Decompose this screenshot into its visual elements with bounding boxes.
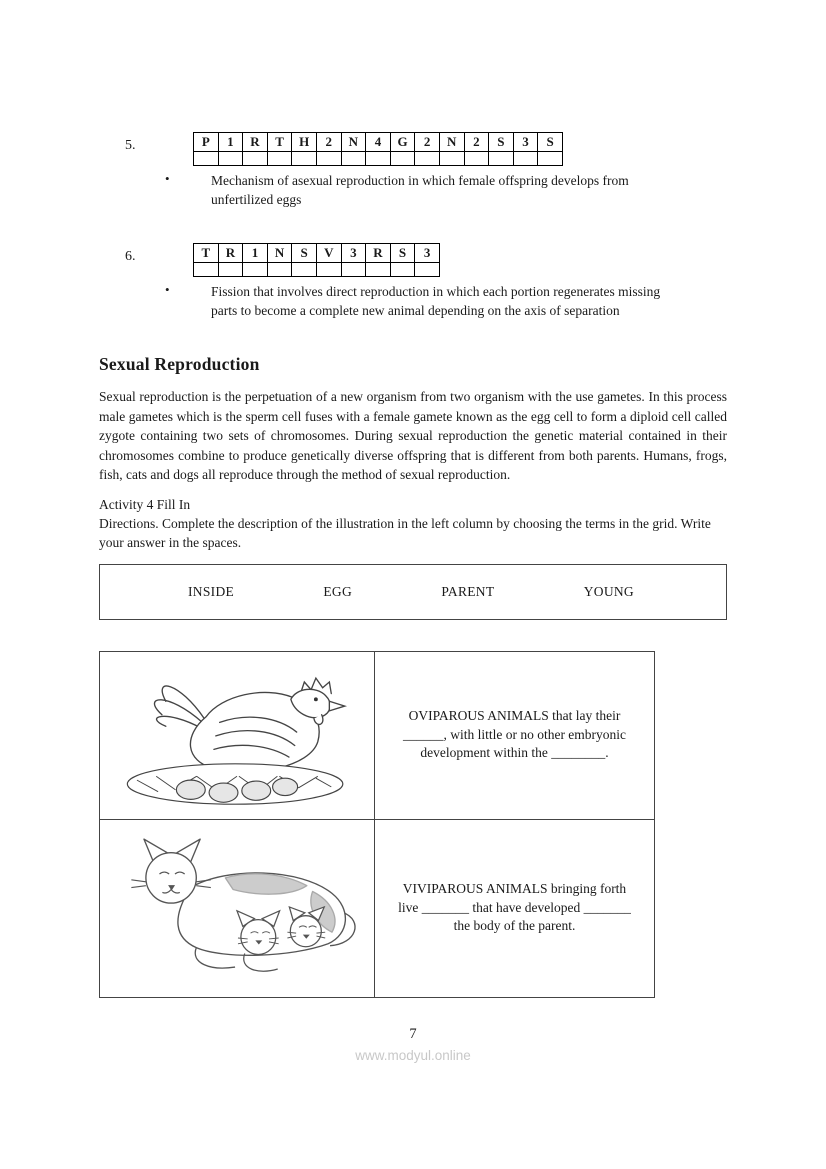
answer-row <box>194 152 563 166</box>
cat-with-kittens-illustration <box>111 826 363 986</box>
bullet-marker: • <box>165 282 170 297</box>
letter-cell: 1 <box>218 133 243 152</box>
activity-title: Activity 4 Fill In <box>99 496 191 512</box>
letter-cell: T <box>194 244 219 263</box>
viviparous-description: VIVIPAROUS ANIMALS bringing forth live _______ that have developed _______ the body of the parent. <box>375 819 655 997</box>
answer-cell <box>439 152 464 166</box>
letter-cell: 2 <box>316 133 341 152</box>
puzzle-number: 6. <box>125 249 136 264</box>
answer-cell <box>366 152 391 166</box>
answer-cell <box>489 152 514 166</box>
word-bank-term: INSIDE <box>188 583 235 599</box>
page-content <box>99 0 727 1063</box>
answer-cell <box>390 263 415 277</box>
answer-cell <box>415 152 440 166</box>
table-row <box>100 651 655 819</box>
page-number: 7 <box>409 1025 417 1042</box>
letter-cell: N <box>439 133 464 152</box>
puzzle-number: 5. <box>125 138 136 153</box>
letter-cell: P <box>194 133 219 152</box>
letter-grid-6 <box>193 243 440 277</box>
letter-cell: S <box>489 133 514 152</box>
answer-cell <box>218 152 243 166</box>
puzzle-item-6 <box>99 243 727 320</box>
puzzle-5-row <box>99 132 727 166</box>
letter-row <box>194 244 440 263</box>
bullet-marker: • <box>165 171 170 186</box>
oviparous-description: OVIPAROUS ANIMALS that lay their ______, with little or no other embryonic development within the ________. <box>375 651 655 819</box>
answer-cell <box>243 263 268 277</box>
section-title: Sexual Reproduction <box>99 354 260 374</box>
puzzle-5-clue <box>99 171 727 209</box>
letter-row <box>194 133 563 152</box>
letter-cell: S <box>292 244 317 263</box>
letter-cell: H <box>292 133 317 152</box>
answer-cell <box>194 263 219 277</box>
word-bank-term: PARENT <box>441 583 495 599</box>
answer-cell <box>292 152 317 166</box>
table-row <box>100 819 655 997</box>
letter-cell: N <box>267 244 292 263</box>
letter-grid-5 <box>193 132 563 166</box>
letter-cell: 2 <box>464 133 489 152</box>
puzzle-6-clue <box>99 282 727 320</box>
activity-directions: Directions. Complete the description of the illustration in the left column by choosing the terms in the grid. Write your answer in the spaces. <box>99 515 711 550</box>
illustration-table <box>99 651 655 998</box>
answer-cell <box>341 152 366 166</box>
letter-cell: 4 <box>366 133 391 152</box>
letter-cell: V <box>316 244 341 263</box>
answer-cell <box>316 263 341 277</box>
answer-cell <box>316 152 341 166</box>
letter-cell: N <box>341 133 366 152</box>
puzzle-6-row <box>99 243 727 277</box>
answer-row <box>194 263 440 277</box>
hen-illustration-cell <box>100 651 375 819</box>
answer-cell <box>341 263 366 277</box>
letter-cell: S <box>390 244 415 263</box>
letter-cell: R <box>218 244 243 263</box>
letter-cell: 2 <box>415 133 440 152</box>
answer-cell <box>267 152 292 166</box>
word-bank-term: EGG <box>323 583 353 599</box>
section-body: Sexual reproduction is the perpetuation of a new organism from two organism with the use gametes. In this process male gametes which is the sperm cell fuses with a female gamete known as the egg cell to form a diploid cell called zygote containing two sets of chromosomes. During sexual reproduction the genetic material contained in their chromosomes combine to produce genetically diverse offspring that is different from both parents. Humans, frogs, fish, cats and dogs all reproduce through the method of sexual reproduction. <box>99 389 727 482</box>
letter-cell: 3 <box>415 244 440 263</box>
clue-text: Mechanism of asexual reproduction in which female offspring develops from unfertilized eggs <box>211 173 629 207</box>
answer-cell <box>292 263 317 277</box>
answer-cell <box>243 152 268 166</box>
letter-cell: 3 <box>513 133 538 152</box>
letter-cell: T <box>267 133 292 152</box>
hen-on-nest-illustration <box>111 657 363 809</box>
answer-cell <box>464 152 489 166</box>
answer-cell <box>218 263 243 277</box>
letter-cell: S <box>538 133 563 152</box>
cat-illustration-cell <box>100 819 375 997</box>
answer-cell <box>194 152 219 166</box>
clue-text: Fission that involves direct reproduction in which each portion regenerates missing parts to become a complete new animal depending on the axis of separation <box>211 284 661 318</box>
letter-cell: R <box>243 133 268 152</box>
letter-cell: R <box>366 244 391 263</box>
word-bank <box>99 564 727 620</box>
answer-cell <box>267 263 292 277</box>
letter-cell: 1 <box>243 244 268 263</box>
letter-cell: G <box>390 133 415 152</box>
puzzle-item-5 <box>99 0 727 209</box>
site-watermark: www.modyul.online <box>355 1047 471 1063</box>
answer-cell <box>513 152 538 166</box>
answer-cell <box>390 152 415 166</box>
letter-cell: 3 <box>341 244 366 263</box>
answer-cell <box>538 152 563 166</box>
answer-cell <box>366 263 391 277</box>
word-bank-term: YOUNG <box>583 583 634 599</box>
answer-cell <box>415 263 440 277</box>
